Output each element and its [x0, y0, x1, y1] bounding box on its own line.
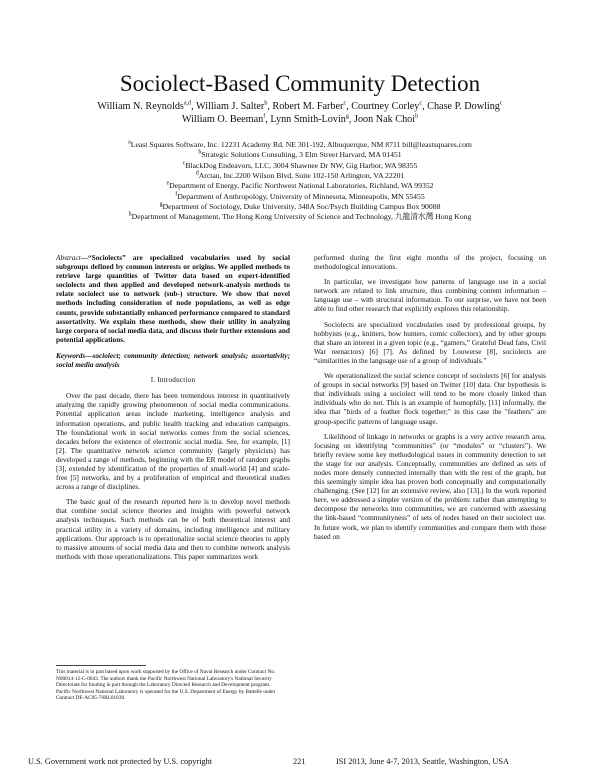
paper-title: Sociolect-Based Community Detection: [119, 71, 481, 96]
authors-line-1: William N. Reynolds$^{a,d}$, William J. Salter$^b$, Robert M. Farber$^c$, Courtney Corley$^c$, Chase P. Dowling$^c$: [97, 100, 503, 112]
abstract-label: Abstract: [56, 253, 81, 262]
author-name: Chase P. Dowling: [427, 101, 500, 112]
author-name: William N. Reynolds: [97, 101, 184, 112]
affiliation-line: [40, 140, 560, 150]
author-affiliation-mark: c: [343, 100, 347, 107]
author-affiliation-mark: f: [263, 113, 266, 120]
author-affiliation-mark: h: [415, 113, 419, 120]
body-paragraph-4: We operationalized the social science concept of sociolects [6] for analysis of groups in social networks [9] based on Twitter [10] data. Our hypothesis is that individuals using a sociolect will tend to be more closely linked than individuals who do not. This is an example of homophily, [11] informally, the idea that "birds of a feather flock together;" in this case the "feathers" are group-specific patterns of language usage.: [314, 371, 546, 426]
affiliation-text: Strategic Solutions Consulting, 3 Elm Street Harvard, MA 01451: [201, 150, 402, 160]
affiliation-text: Department of Energy, Pacific Northwest National Laboratories, Richland, WA 99352: [169, 181, 434, 191]
footer-conference: ISI 2013, June 4-7, 2013, Seattle, Washington, USA: [336, 757, 509, 766]
author-name: William J. Salter: [195, 101, 265, 112]
affiliation-mark: h: [128, 211, 132, 218]
affiliation-text: Least Squares Software, Inc. 12231 Academy Rd. NE 301-192, Albuquerque, NM 8711 bill@leastsquares.com: [130, 140, 472, 149]
affiliation-mark: c: [182, 160, 186, 167]
abstract-text: —“Sociolects” are specialized vocabularies used by social subgroups defined by common interests or origins. We applied methods to retrieve large quantities of Twitter data based on expert-identified sociolects and then applied and developed network-analysis methods to relate sociolect use to network (sub-) structure. We show that novel methods including consideration of node populations, as well as edge counts, provide substantially enhanced performance compared to standard assortativity. We explain these methods, show their utility in analyzing large corpora of social media data, and discuss their further extensions and potential applications.: [56, 253, 290, 344]
section-heading-introduction: I. Introduction: [150, 376, 196, 385]
author-name: Lynn Smith-Lovin: [270, 114, 346, 125]
affiliation-line: [40, 192, 560, 202]
footer-copyright: U.S. Government work not protected by U.S. copyright: [28, 757, 213, 766]
affiliation-line: [40, 202, 560, 212]
footnote-divider: [56, 665, 146, 666]
author-name: Joon Nak Choi: [353, 114, 416, 125]
affiliation-mark: f: [175, 191, 178, 198]
body-paragraph-1: performed during the first eight months of the project, focusing on methodological innovations.: [314, 253, 546, 272]
author-affiliation-mark: g: [345, 113, 349, 120]
author-affiliation-mark: a,d: [183, 100, 192, 107]
footer-page-number: 221: [293, 757, 306, 766]
affiliations: [40, 140, 560, 223]
author-name: Courtney Corley: [351, 101, 420, 112]
author-name: Robert M. Farber: [272, 101, 344, 112]
affiliation-text: Department of Sociology, Duke University, 348A Soc/Psych Building Campus Box 90088: [162, 202, 441, 212]
affiliation-line: [40, 171, 560, 181]
affiliation-line: [40, 181, 560, 191]
author-name: William O. Beeman: [181, 114, 264, 125]
author-affiliation-mark: c: [419, 100, 423, 107]
affiliation-line: [40, 161, 560, 171]
affiliation-text: Department of Management, The Hong Kong University of Science and Technology, 九龍清水灣 Hong Kong: [131, 212, 472, 222]
author-affiliation-mark: c: [499, 100, 503, 107]
affiliation-text: Department of Anthropology, University of Minnesota, Minneapolis, MN 55455: [177, 191, 425, 201]
author-affiliation-mark: b: [264, 100, 268, 107]
right-column: [314, 253, 546, 541]
affiliation-mark: a: [128, 139, 131, 146]
affiliation-mark: b: [198, 149, 202, 156]
body-paragraph-3: Sociolects are specialized vocabularies used by professional groups, by hobbyists (e.g., knitters, bow hunters, comic collectors), and by other groups that share an interest in a given topic (e.g., “gamers,” Grateful Dead fans, Civil War reenactors) [6] [7]. As defined by Louwerse [8], sociolects are “similarities in the language use of a group of individuals.”: [314, 319, 546, 365]
affiliation-mark: e: [166, 180, 170, 187]
funding-footnote: This material is in part based upon work supported by the Office of Naval Research under Contract No. N00014-12-C-0043. The authors thank the Pacific Northwest National Laboratory's National Security Directorate for funding in part through the Laboratory Directed Research and Development program. Pacific Northwest National Laboratory is operated for the U.S. Department of Energy by Battelle under Contract DE-AC05-76RL01830.: [56, 669, 276, 701]
affiliation-line: [40, 150, 560, 160]
affiliation-line: [40, 212, 560, 222]
body-paragraph-5: Likelihood of linkage in networks or graphs is a very active research area, focusing on identifying “communities” (or “modules” or “clusters”). We briefly review some key methodological issues in community detection to set the stage for our analysis. Conceptually, communities are defined as sets of nodes more densely connected internally than with the rest of the graph, but this seemingly simple idea has proven both conceptually and computationally challenging. (See [12] for an extensive review, also [13].) In the work reported here, we addressed a simpler version of the problem: rather than attempting to decompose the networks into communities, we are concerned with assessing the link-based “communityness” of sets of nodes based on their sociolect use. In future work, we plan to identify communities and compare them with those based on: [314, 431, 546, 541]
authors-line-2: William O. Beeman$^f$, Lynn Smith-Lovin$^g$, Joon Nak Choi$^h$: [181, 113, 419, 125]
body-paragraph-2: In particular, we investigate how patterns of language use in a social network are related to link structure, thus combining content information – language use – with structural information. To our surprise, we have not been able to find other research that explicitly explores this relationship.: [314, 277, 546, 314]
affiliation-mark: g: [159, 201, 163, 208]
affiliation-text: BlackDog Endeavors, LLC, 3004 Shawnee Dr NW, Gig Harbor, WA 98355: [185, 160, 418, 170]
affiliation-mark: d: [195, 170, 199, 177]
intro-paragraph-2: The basic goal of the research reported here is to develop novel methods that combine social science theories and insights with powerful network analysis techniques. Such methods can be of both theoretical interest and practical utility in a variety of domains, including intelligence and military applications. Our approach is to operationalize social science theories to apply to massive amounts of social media data and then to combine network analysis methods with those operationalizations. This paper summarizes work: [56, 497, 290, 561]
affiliation-text: Arctan, Inc.2200 Wilson Blvd, Suite 102-150 Arlington, VA 22201: [198, 171, 405, 181]
keywords: Keywords—sociolect; community detection; network analysis; assortativity; social media analysis: [56, 350, 290, 370]
intro-paragraph-1: Over the past decade, there has been tremendous interest in quantitatively analyzing the rapidly growing phenomenon of social media communications. Potential application areas include marketing, intelligence analysis and information operations, and public health tracking and education campaigns. The foundational work in social networks comes from the social sciences, decades before the existence of electronic social media. See, for example, [1] [2]. The quantitative network science community (largely physicists) has developed a range of methods, beginning with the ER model of random graphs [3], extended by identification of the properties of small-world [4] and scale-free [5] networks, and by a proliferation of empirical and theoretical studies across a range of disciplines.: [56, 391, 290, 492]
left-column: [56, 253, 290, 561]
abstract: [56, 253, 290, 344]
